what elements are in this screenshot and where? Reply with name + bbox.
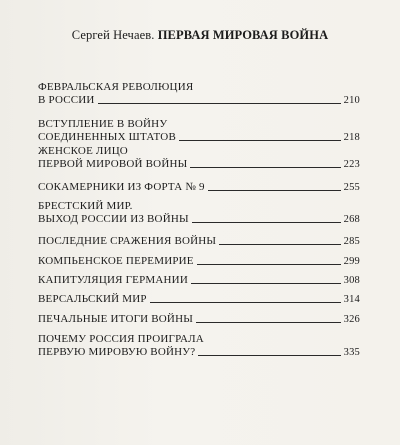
header-title: ПЕРВАЯ МИРОВАЯ ВОЙНА (157, 28, 329, 42)
toc-entry-title: ПЕЧАЛЬНЫЕ ИТОГИ ВОЙНЫ (38, 313, 194, 325)
toc-entry (38, 293, 360, 306)
toc-entry (38, 181, 360, 194)
toc-entry-title-line: ВСТУПЛЕНИЕ В ВОЙНУ (38, 118, 168, 130)
toc-page-number: 223 (343, 159, 360, 170)
leader-line (198, 355, 340, 356)
toc-entry-title-line: ЖЕНСКОЕ ЛИЦО (38, 145, 128, 157)
toc-entry-title: ПОСЛЕДНИЕ СРАЖЕНИЯ ВОЙНЫ (38, 235, 217, 247)
leader-line (197, 264, 341, 265)
toc-page-number: 326 (343, 314, 360, 325)
toc-entry (38, 313, 360, 326)
leader-line (219, 244, 340, 245)
toc-entry-title-line: ПОЧЕМУ РОССИЯ ПРОИГРАЛА (38, 333, 204, 345)
leader-line (98, 103, 341, 104)
toc-entry-title: СОКАМЕРНИКИ ИЗ ФОРТА № 9 (38, 181, 205, 193)
toc-entry-title: ВЫХОД РОССИИ ИЗ ВОЙНЫ (38, 213, 189, 225)
toc-page-number: 299 (343, 256, 360, 267)
toc-page-number: 335 (343, 347, 360, 358)
toc-entry (38, 81, 360, 107)
leader-line (191, 283, 341, 284)
toc-entry-title: ПЕРВОЙ МИРОВОЙ ВОЙНЫ (38, 158, 188, 170)
header-author: Сергей Нечаев. (71, 28, 155, 42)
leader-line (150, 302, 341, 303)
toc-page-number: 210 (343, 95, 360, 106)
toc-page-number: 314 (343, 294, 360, 305)
toc-entry (38, 200, 360, 226)
leader-line (196, 322, 341, 323)
toc-entry-title: КОМПЬЕНСКОЕ ПЕРЕМИРИЕ (38, 255, 194, 267)
toc-entry-title: СОЕДИНЕННЫХ ШТАТОВ (38, 131, 176, 143)
running-header (0, 28, 400, 43)
leader-line (179, 140, 341, 141)
toc-entry (38, 235, 360, 248)
toc-entry (38, 145, 360, 171)
toc-entry (38, 255, 360, 268)
leader-line (192, 222, 341, 223)
toc-entry-title: КАПИТУЛЯЦИЯ ГЕРМАНИИ (38, 274, 188, 286)
toc-page-number: 285 (343, 236, 360, 247)
toc-entry-title: В РОССИИ (38, 94, 95, 106)
toc-page-number: 308 (343, 275, 360, 286)
toc-entry-title-line: ФЕВРАЛЬСКАЯ РЕВОЛЮЦИЯ (38, 81, 194, 93)
leader-line (190, 167, 340, 168)
toc-page-number: 255 (343, 182, 360, 193)
toc-entry-title: ПЕРВУЮ МИРОВУЮ ВОЙНУ? (38, 346, 196, 358)
toc-entry-title: ВЕРСАЛЬСКИЙ МИР (38, 293, 147, 305)
toc-entry (38, 274, 360, 287)
toc-page-number: 218 (343, 132, 360, 143)
toc-entry (38, 118, 360, 144)
toc-page-number: 268 (343, 214, 360, 225)
toc-entry-title-line: БРЕСТСКИЙ МИР. (38, 200, 133, 212)
leader-line (208, 190, 341, 191)
toc-entry (38, 333, 360, 359)
